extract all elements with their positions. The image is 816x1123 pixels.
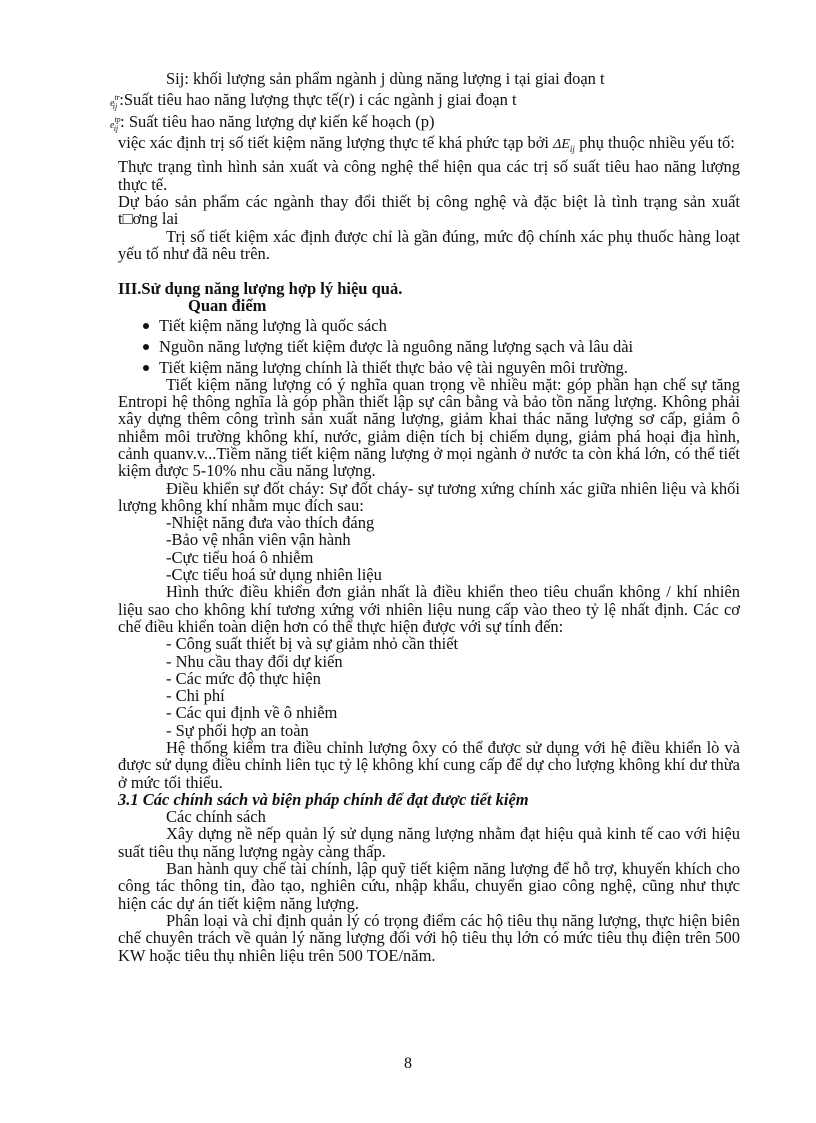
page-number: 8	[404, 1055, 412, 1072]
def-actual-consumption	[110, 87, 740, 112]
intro-text-b: phụ thuộc nhiều yếu tố:	[579, 133, 735, 153]
section-3-subtitle: Quan điểm	[188, 296, 267, 316]
list-item: Tiết kiệm năng lượng chính là thiết thực bảo vệ tài nguyên môi trường.	[118, 359, 740, 376]
list-item: -Cực tiểu hoá ô nhiễm	[166, 547, 314, 567]
bullet-icon	[143, 344, 149, 350]
policy-paragraph-1: Xây dựng nề nếp quản lý sử dụng năng lượng nhằm đạt hiệu quả kinh tế cao với hiệu suất tiêu thụ năng lượng ngày càng thấp.	[118, 824, 740, 861]
symbol-e-planned: $e^{tp}_{ij}$	[110, 115, 121, 134]
section-3-1-subtitle: Các chính sách	[166, 807, 266, 827]
bullet-icon	[143, 365, 149, 371]
meaning-paragraph: Tiết kiệm năng lượng có ý nghĩa quan trọng về nhiều mặt: góp phần hạn chế sự tăng Entropi hệ thông nghĩa là góp phần thiết lập sự cân bằng và bảo tồn năng lượng. Không phải xây dựng thêm công trình sản xuất năng lượng, giảm khai thác năng lượng sơ cấp, giảm ô nhiễm môi trường không khí, nước, giảm diện tích bị chiếm dụng, giảm phá hoại địa hình, cảnh quanv.v...Tiềm năng tiết kiệm năng lượng ở mọi ngành ở nước ta còn khá lớn, có thể tiết kiệm được 5-10% nhu cầu năng lượng.	[118, 374, 740, 481]
def-planned-consumption	[110, 109, 740, 134]
policy-paragraph-3: Phân loại và chỉ định quản lý có trọng điểm các hộ tiêu thụ năng lượng, thực hiện biên chế chuyên trách về quản lý năng lượng đối với hộ tiêu thụ lớn có mức tiêu thụ điện trên 500 KW hoặc tiêu thụ nhiên liệu trên 500 TOE/năm.	[118, 910, 740, 965]
list-item: -Nhiệt năng đưa vào thích đáng	[166, 513, 375, 533]
list-item: - Các mức độ thực hiện	[166, 668, 321, 688]
intro-status: Thực trạng tình hình sản xuất và công nghệ thể hiện qua các trị số suất tiêu hao năng lượng thực tế.	[118, 157, 740, 194]
viewpoint-list	[118, 317, 740, 376]
def-planned-text: : Suất tiêu hao năng lượng dự kiến kế hoạch (p)	[120, 112, 435, 132]
delta-e-symbol: $\Delta E_{ij}$	[553, 137, 575, 155]
list-item: - Các qui định về ô nhiễm	[166, 703, 338, 723]
section-3-1-title: 3.1 Các chính sách và biện pháp chính để đạt được tiết kiệm	[118, 789, 529, 809]
factor-list	[118, 635, 740, 739]
list-item: - Công suất thiết bị và sự giảm nhỏ cần thiết	[166, 634, 459, 654]
oxygen-paragraph: Hệ thống kiểm tra điều chỉnh lượng ôxy có thể được sử dụng với hệ điều khiển lò và được sử dụng điều chỉnh liên tục tỷ lệ không khí cung cấp để dự cho lượng không khí dư thừa ở mức tối thiểu.	[118, 738, 740, 792]
intro-paragraph	[118, 134, 740, 158]
intro-forecast: Dự báo sản phẩm các ngành thay đổi thiết bị công nghệ và đặc biệt là tình trạng sản xuất t□ơng lai	[118, 191, 740, 229]
list-item: Tiết kiệm năng lượng là quốc sách	[118, 317, 740, 334]
def-sij: Sij: khối lượng sản phẩm ngành j dùng năng lượng i tại giai đoạn t	[166, 69, 605, 88]
bullet-icon	[143, 323, 149, 329]
def-actual-text: :Suất tiêu hao năng lượng thực tế(r) i các ngành j giai đoạn t	[119, 90, 517, 110]
control-paragraph: Hình thức điều khiển đơn giản nhất là điều khiển theo tiêu chuẩn không / khí nhiên liệu sao cho không khí tương xứng với nhiên liệu nung cấp vào theo tỷ lệ nhất định. Các cơ chế điều khiển toàn diện hơn có thể thực hiện được với sự tính đến:	[118, 582, 740, 636]
list-item: -Cực tiểu hoá sử dụng nhiên liệu	[166, 565, 382, 585]
combustion-paragraph: Điều khiển sự đốt cháy: Sự đốt cháy- sự tương xứng chính xác giữa nhiên liệu và khối lượng không khí nhằm mục đích sau:	[118, 478, 740, 515]
list-item: -Bảo vệ nhân viên vận hành	[166, 530, 351, 550]
goal-list	[118, 514, 740, 583]
symbol-e-actual: $e^{tr}_{ij}$	[110, 93, 120, 112]
list-item: - Sự phối hợp an toàn	[166, 720, 309, 740]
list-item: - Nhu cầu thay đổi dự kiến	[166, 651, 343, 671]
intro-approximation: Trị số tiết kiệm xác định được chỉ là gần đúng, mức độ chính xác phụ thuốc hàng loạt yếu tố như đã nêu trên.	[118, 226, 740, 263]
document-page	[110, 69, 740, 965]
list-item: Nguồn năng lượng tiết kiệm được là nguông năng lượng sạch và lâu dài	[118, 338, 740, 355]
section-3-title: III.Sử dụng năng lượng hợp lý hiệu quả.	[118, 279, 403, 299]
list-item: - Chi phí	[166, 686, 225, 706]
intro-text-a: việc xác định trị số tiết kiệm năng lượng thực tế khá phức tạp bởi	[118, 133, 550, 153]
policy-paragraph-2: Ban hành quy chế tài chính, lập quỹ tiết kiệm năng lượng để hỗ trợ, khuyến khích cho công tác thông tin, đào tạo, nghiên cứu, nhập khẩu, chuyển giao công nghệ, cũng như thực hiện các dự án tiết kiệm năng lượng.	[118, 859, 740, 913]
